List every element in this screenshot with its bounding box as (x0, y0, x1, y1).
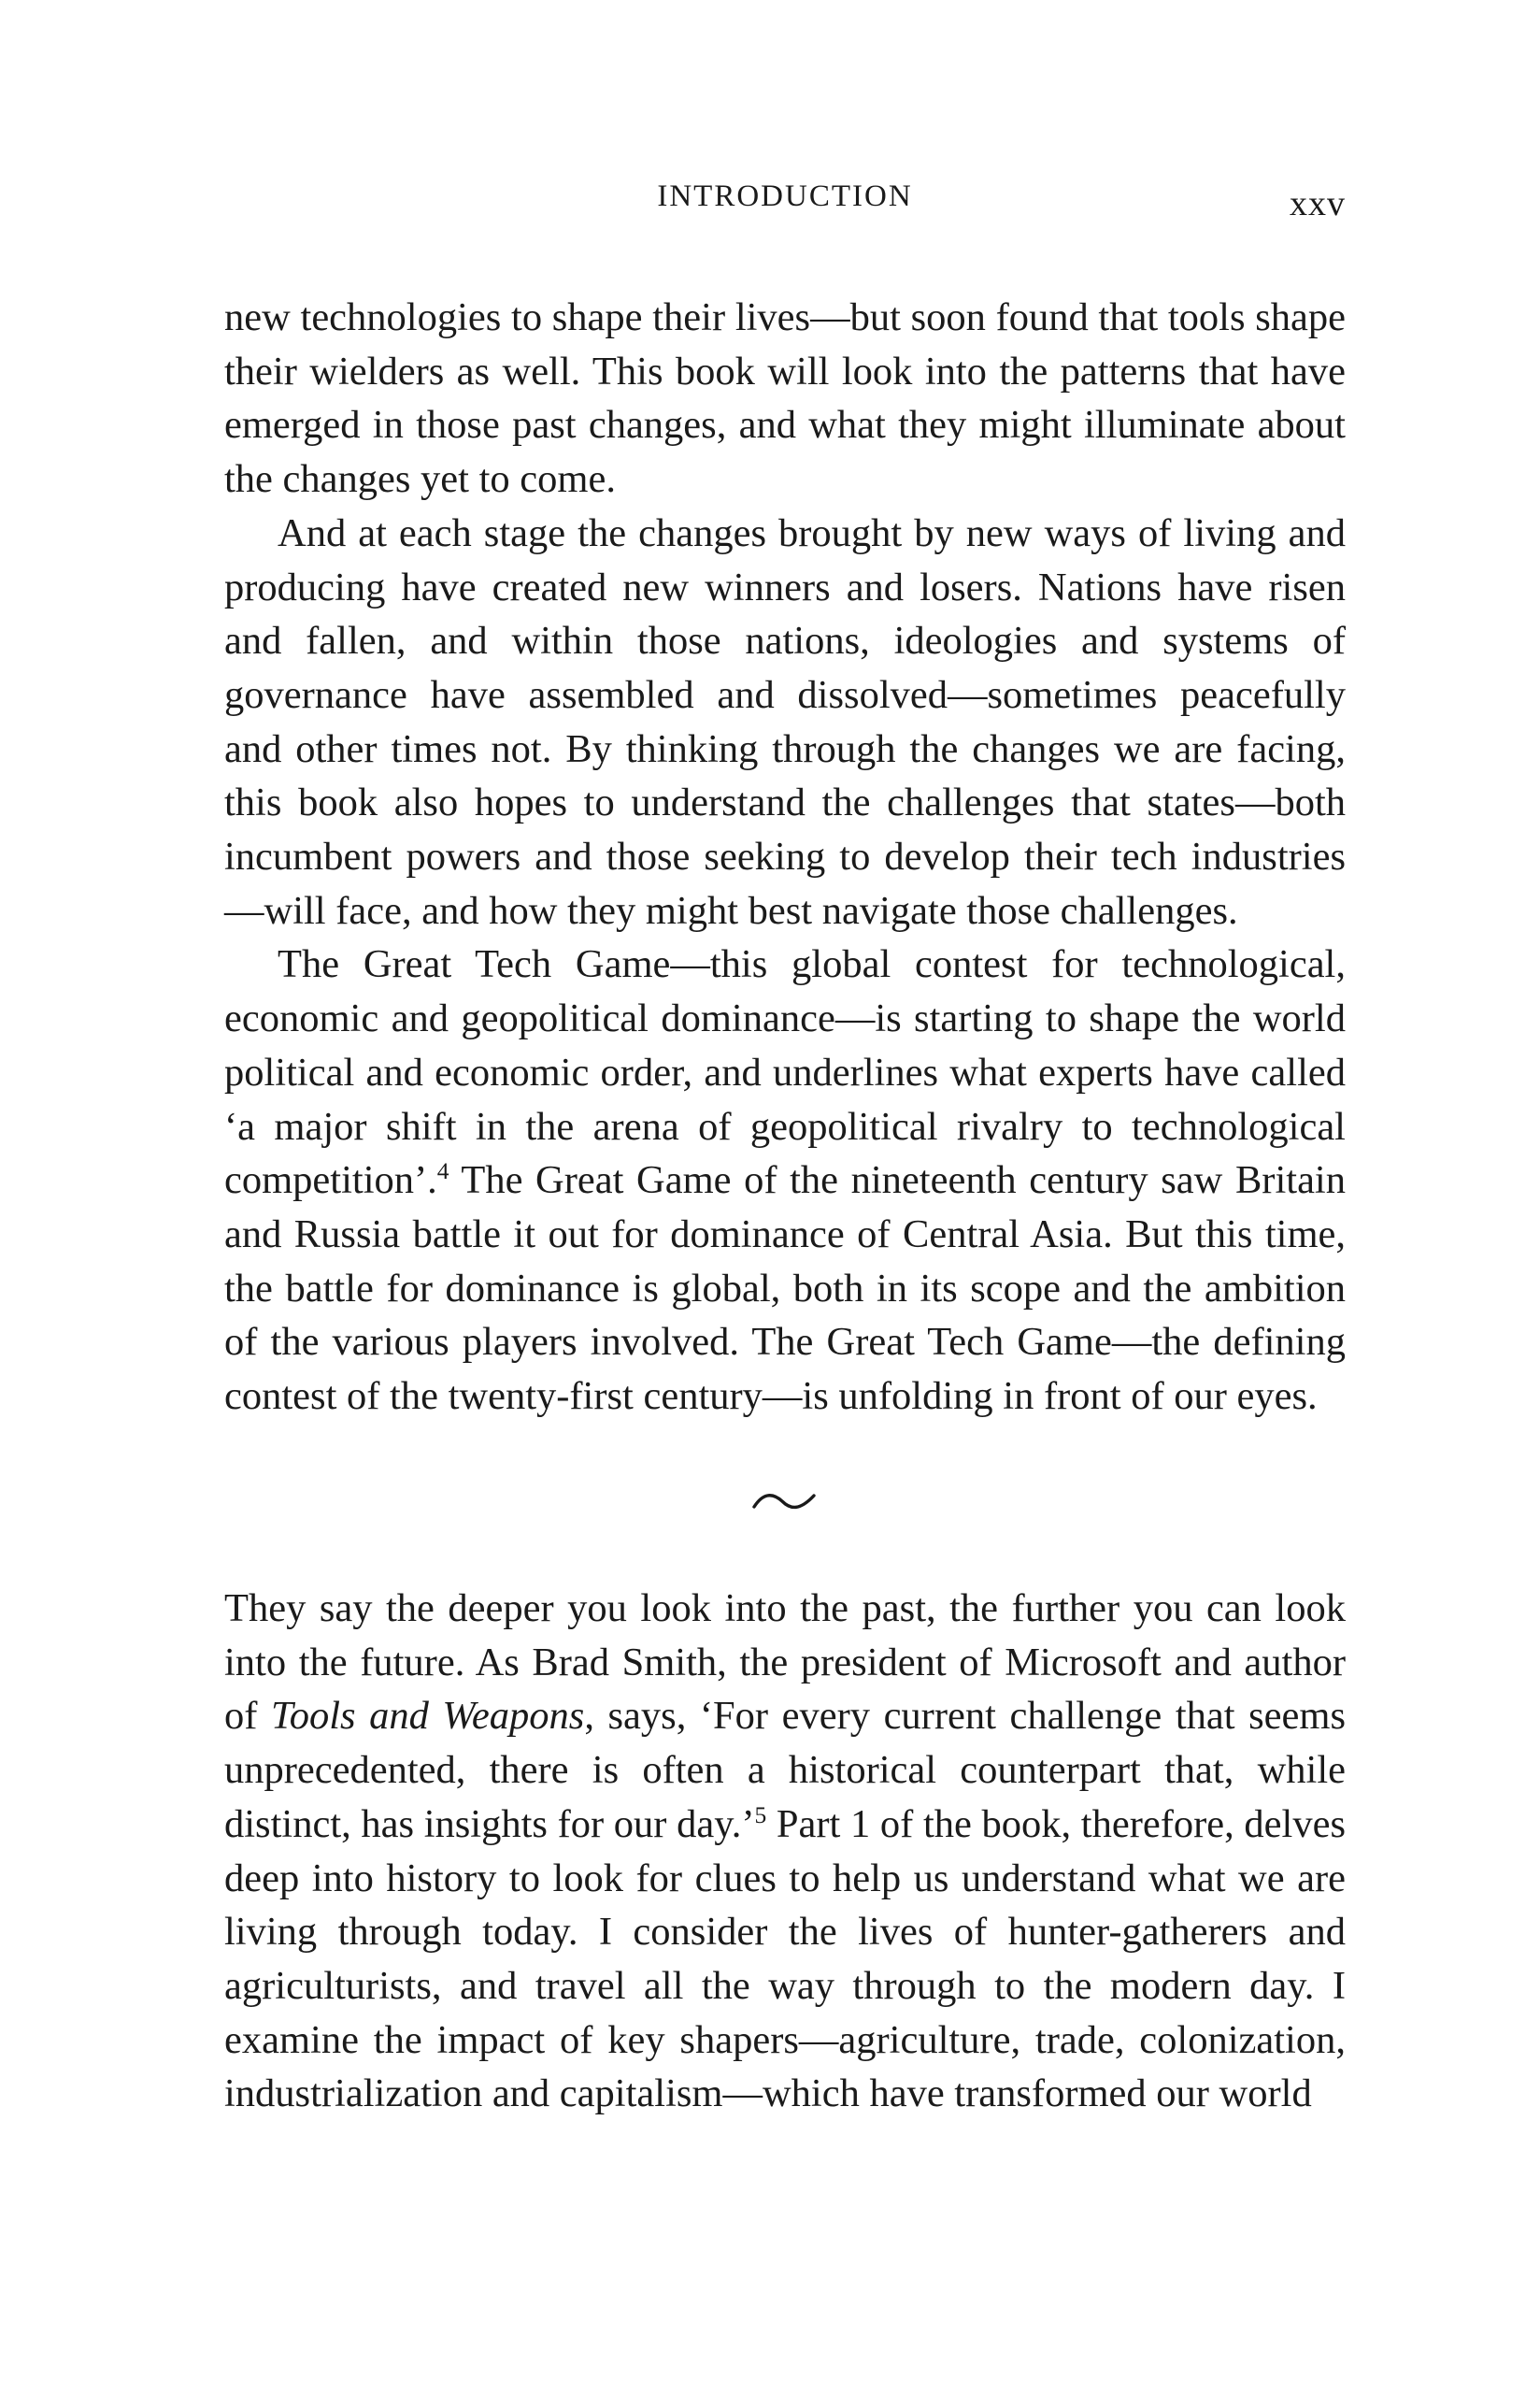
paragraph-4-text-3: Part 1 of the book, therefore, delves deep into history to look for clues to help us understand what we are living through today. I consider the lives of hunter-gatherers and agriculturists, and travel all the way through to the modern day. I examine the impact of key shapers—agriculture, trade, colonization, industrialization and capitalism—which have transformed our world (224, 1801, 1346, 2116)
paragraph-2: And at each stage the changes brought by new ways of living and producing have created new winners and losers. Nations have risen and fallen, and within those nations, ideologies and systems of governance have assembled and dissolved—sometimes peacefully and other times not. By thinking through the changes we are facing, this book also hopes to understand the challenges that states—both incumbent powers and those seeking to develop their tech industries—will face, and how they might best navigate those challenges. (224, 510, 1346, 933)
footnote-reference-4: 4 (436, 1157, 449, 1185)
paragraph-3-text-end: The Great Game of the nineteenth century saw Britain and Russia battle it out for dominance of Central Asia. But this time, the battle for dominance is global, both in its scope and the ambition of the various players involved. The Great Tech Game—the defining contest of the twenty-first century—is unfolding in front of our eyes. (224, 1158, 1346, 1419)
paragraph-4-text-2: , says, ‘For every current challenge that seems unprecedented, there is often a historical counterpart that, while distinct, has insights for our day.’ (224, 1694, 1346, 1846)
footnote-reference-5: 5 (754, 1800, 767, 1828)
running-head-title: INTRODUCTION (657, 179, 913, 213)
paragraph-4-text-1: They say the deeper you look into the past, the further you can look into the future. As Brad Smith, the president of Microsoft and author of (224, 1586, 1346, 1739)
paragraph-3 (224, 938, 1346, 1423)
book-title: Tools and Weapons (270, 1694, 585, 1739)
running-head (224, 178, 1346, 234)
paragraph-3-text-start: The Great Tech Game—this global contest for technological, economic and geopolitical dominance—is starting to shape the world political and economic order, and underlines what experts have called ‘a major shift in the arena of geopolitical rivalry to technological competition’. (224, 942, 1346, 1203)
paragraph-1: new technologies to shape their lives—but soon found that tools shape their wielders as well. This book will look into the patterns that have emerged in those past changes, and what they might illuminate about the changes yet to come. (224, 295, 1346, 502)
body-text-section-2 (224, 1582, 1346, 2121)
page-number: xxv (1290, 184, 1346, 223)
body-text-section-1 (224, 291, 1346, 1424)
paragraph-4 (224, 1582, 1346, 2121)
swung-dash-ornament-icon (751, 1486, 817, 1518)
